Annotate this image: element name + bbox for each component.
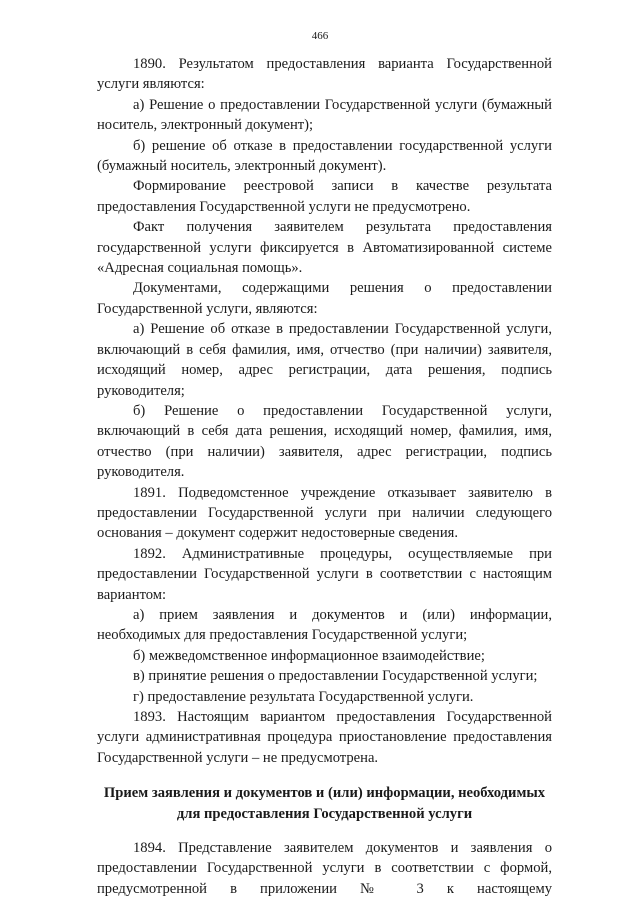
paragraph-1892-a: а) прием заявления и документов и (или) информации, необходимых для предоставления Государственной услуги; [97,606,552,644]
paragraph-1892-b: б) межведомственное информационное взаимодействие; [133,647,485,664]
paragraph-1892-v: в) принятие решения о предоставлении Государственной услуги; [133,668,538,685]
paragraph-1891: 1891. Подведомстенное учреждение отказывает заявителю в предоставлении Государственной услуги при наличии следующего основания – документ содержит недостоверные сведения. [97,484,552,542]
paragraph-1890-a: а) Решение о предоставлении Государственной услуги (бумажный носитель, электронный документ); [97,96,552,134]
section-heading: Прием заявления и документов и (или) информации, необходимых для предоставления Государственной услуги [103,785,546,822]
document-body [97,54,552,899]
paragraph-1893: 1893. Настоящим вариантом предоставления Государственной услуги административная процедура приостановление предоставления Государственной услуги – не предусмотрена. [97,709,552,766]
paragraph-refusal-decision: а) Решение об отказе в предоставлении Государственной услуги, включающий в себя фамилия, имя, отчество (при наличии) заявителя, исходящий номер, адрес регистрации, дата решения, подпись руководителя; [97,321,552,399]
paragraph-result-fact: Факт получения заявителем результата предоставления государственной услуги фиксируется в Автоматизированной системе «Адресная социальная помощь». [97,219,552,277]
page-number: 466 [311,30,329,42]
paragraph-1892-g: г) предоставление результата Государственной услуги. [133,688,474,705]
paragraph-grant-decision: б) Решение о предоставлении Государственной услуги, включающий в себя дата решения, исходящий номер, фамилия, имя, отчество (при наличии) заявителя, адрес регистрации, подпись руководителя. [97,402,552,481]
paragraph-1890-b: б) решение об отказе в предоставлении государственной услуги (бумажный носитель, электронный документ). [97,137,552,175]
paragraph-registry-record: Формирование реестровой записи в качестве результата предоставления Государственной услуги не предусмотрено. [97,178,552,215]
paragraph-1894: 1894. Представление заявителем документов и заявления о предоставлении Государственной услуги в соответствии с формой, предусмотренной в приложении № 3 к настоящему [97,840,552,897]
paragraph-1890: 1890. Результатом предоставления варианта Государственной услуги являются: [97,56,552,93]
paragraph-1892: 1892. Административные процедуры, осуществляемые при предоставлении Государственной услуги в соответствии с настоящим вариантом: [97,545,552,603]
paragraph-decision-documents: Документами, содержащими решения о предоставлении Государственной услуги, являются: [97,280,552,317]
